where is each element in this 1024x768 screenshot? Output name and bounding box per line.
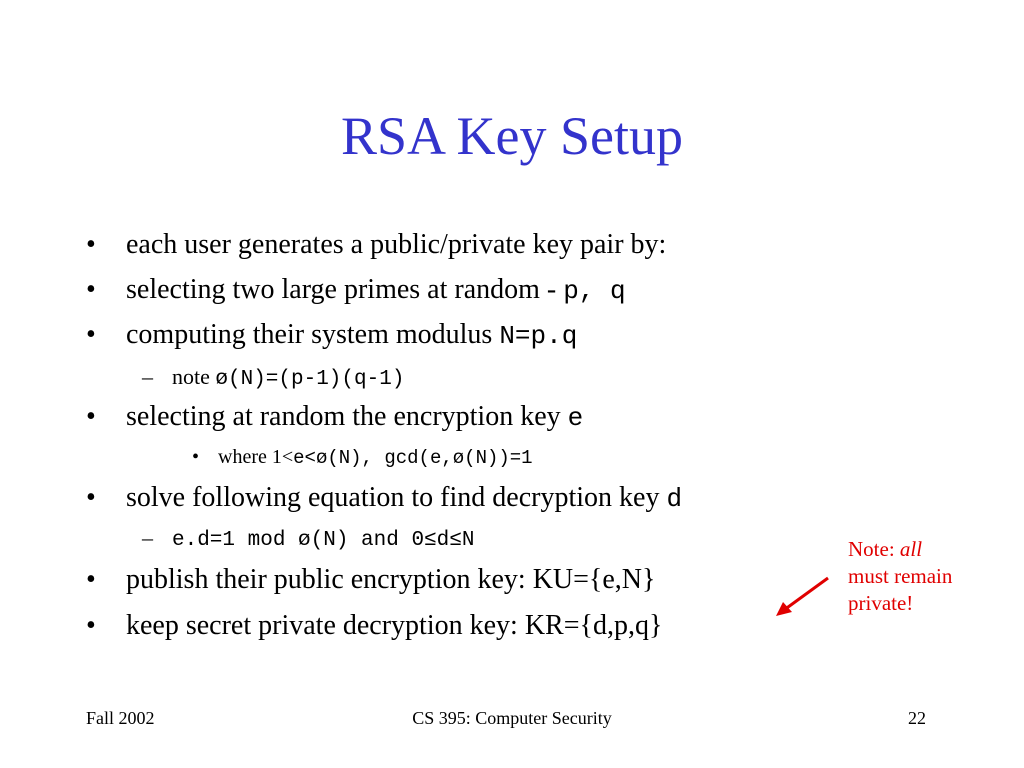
bullet-code: d: [666, 484, 683, 514]
sub-bullet-item: [142, 363, 405, 394]
callout-note: [848, 536, 998, 617]
bullet-item: [86, 563, 656, 597]
callout-arrow-icon: [770, 570, 840, 620]
bullet-text: note: [172, 364, 216, 389]
bullet-item: [86, 318, 578, 353]
bullet-item: [86, 400, 584, 435]
slide-title: RSA Key Setup: [340, 106, 684, 166]
bullet-marker: •: [192, 446, 200, 468]
note-emphasis: all: [899, 537, 923, 561]
bullet-text: computing their system modulus: [126, 319, 500, 350]
bullet-item: [86, 481, 683, 516]
bullet-marker: •: [86, 610, 96, 641]
footer-page-number: 22: [908, 708, 926, 728]
bullet-code: N=p.q: [499, 321, 578, 351]
bullet-marker: •: [86, 229, 96, 260]
bullet-code: e.d=1 mod ø(N) and 0≤d≤N: [172, 529, 475, 552]
note-prefix: Note:: [848, 537, 900, 561]
bullet-marker: •: [86, 401, 96, 432]
bullet-text: selecting two large primes at random -: [126, 274, 564, 305]
bullet-code: p, q: [563, 276, 626, 306]
sub-sub-bullet-item: [192, 444, 533, 471]
bullet-code: ø(N)=(p-1)(q-1): [215, 368, 405, 391]
bullet-text: where 1<: [218, 446, 294, 468]
bullet-item: [86, 273, 626, 308]
bullet-marker: •: [86, 482, 96, 513]
note-rest: must remain private!: [848, 564, 953, 615]
footer-center: CS 395: Computer Security: [412, 708, 612, 728]
bullet-text: keep secret private decryption key: KR={d,p,q}: [126, 610, 663, 641]
bullet-item: [86, 609, 663, 643]
bullet-text: publish their public encryption key: KU={e,N}: [126, 564, 656, 595]
dash-marker: –: [142, 525, 153, 550]
bullet-text: solve following equation to find decryption key: [126, 482, 667, 513]
bullet-code: e: [567, 403, 584, 433]
dash-marker: –: [142, 364, 153, 389]
bullet-marker: •: [86, 319, 96, 350]
bullet-text: each user generates a public/private key pair by:: [126, 229, 667, 260]
bullet-marker: •: [86, 274, 96, 305]
footer-left: Fall 2002: [86, 708, 155, 728]
bullet-marker: •: [86, 564, 96, 595]
bullet-item: [86, 228, 667, 262]
bullet-code: e<ø(N), gcd(e,ø(N))=1: [293, 447, 533, 469]
bullet-text: selecting at random the encryption key: [126, 401, 568, 432]
sub-bullet-item: [142, 524, 475, 555]
